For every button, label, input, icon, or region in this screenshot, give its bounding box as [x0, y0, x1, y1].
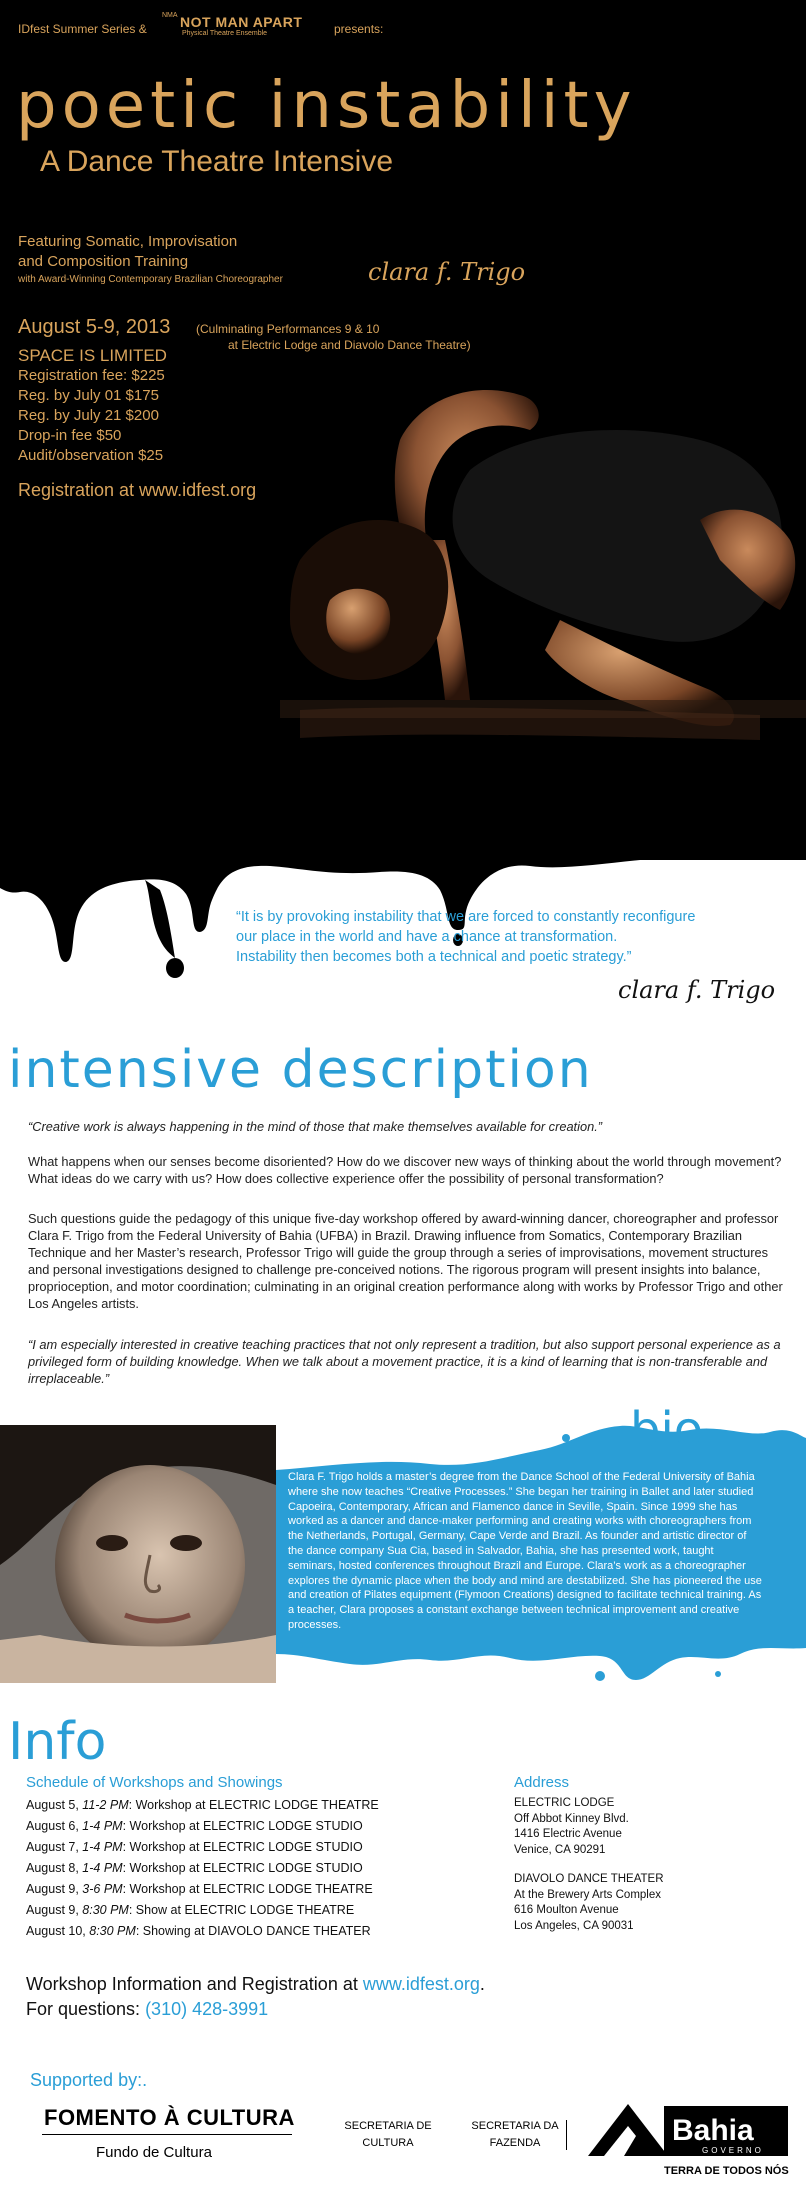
- governo-word: GOVERNO: [702, 2146, 764, 2155]
- culminating-line-1: (Culminating Performances 9 & 10: [196, 322, 380, 336]
- schedule-time: 1-4 PM: [82, 1819, 123, 1833]
- featuring-text: [18, 232, 237, 272]
- featuring-small: with Award-Winning Contemporary Brazilian Choreographer: [18, 274, 283, 285]
- secretaria-fazenda-line-2: FAZENDA: [489, 2137, 541, 2149]
- nma-subtitle: Physical Theatre Ensemble: [182, 30, 268, 37]
- description-quote-2: “I am especially interested in creative teaching practices that not only represent a tradition, but also support personal experience as a privileged form of building knowledge. When we talk about a movement practice, it is a kind of learning that is non-transferable and irreplaceable.”: [28, 1337, 781, 1386]
- fee-item: Drop-in fee $50: [18, 427, 122, 444]
- schedule-detail: : Workshop at ELECTRIC LODGE STUDIO: [122, 1861, 363, 1875]
- schedule-detail: : Workshop at ELECTRIC LODGE THEATRE: [128, 1798, 379, 1812]
- fundo-de-cultura: Fundo de Cultura: [96, 2144, 212, 2161]
- address-line: Off Abbot Kinney Blvd.: [514, 1812, 629, 1825]
- info-heading: Info: [8, 1712, 107, 1772]
- choreographer-signature: clara f. Trigo: [368, 258, 526, 286]
- bio-text: Clara F. Trigo holds a master’s degree from the Dance School of the Federal University of Bahia where she now teaches “Creative Processes.” She began her training in Ballet and later studied Capoeira, Contemporary, African and Flamenco dance in Seville, Spain. Since 1999 she has worked as a dancer and dance-maker performing and creating works with choreographers from the Netherlands, Portugal, Germany, Cape Verde and Brazil. As founder and artistic director of the dance company Sua Cia, based in Salvador, Bahia, she has presented work, taught seminars, hosted conferences throughout Brazil and Europe. Clara’s work as a choreographer explores the dynamic place when the body and mind are destabilized. She has pioneered the use and creation of Pilates equipment (Flymoon Creations) designed to facilitate technical training. As a teacher, Clara proposes a constant exchange between technical improvement and creative processes.: [288, 1471, 762, 1631]
- schedule-detail: : Show at ELECTRIC LODGE THEATRE: [128, 1903, 355, 1917]
- schedule-item: [26, 1900, 379, 1921]
- quote-line-3: Instability then becomes both a technical and poetic strategy.”: [236, 949, 632, 965]
- featured-quote: [236, 907, 776, 967]
- portrait-photo: [0, 1425, 276, 1683]
- sponsor-divider: [566, 2120, 567, 2150]
- event-dates: August 5-9, 2013: [18, 316, 171, 338]
- quote-line-1: “It is by provoking instability that we are forced to constantly reconfigure: [236, 909, 696, 925]
- nma-mark: NMA: [162, 12, 178, 19]
- fee-item: SPACE IS LIMITED: [18, 346, 167, 365]
- schedule-date: August 9,: [26, 1882, 83, 1896]
- schedule-time: 11-2 PM: [82, 1798, 129, 1812]
- schedule-heading: Schedule of Workshops and Showings: [26, 1774, 283, 1791]
- registration-contact: [26, 1972, 485, 2022]
- schedule-time: 8:30 PM: [89, 1924, 136, 1938]
- address-line: ELECTRIC LODGE: [514, 1797, 615, 1809]
- schedule-detail: : Workshop at ELECTRIC LODGE THEATRE: [122, 1882, 373, 1896]
- secretaria-cultura-line-2: CULTURA: [362, 2137, 414, 2149]
- description-heading: intensive description: [8, 1040, 593, 1100]
- schedule-item: [26, 1858, 379, 1879]
- questions-line: [26, 1997, 485, 2022]
- questions-text: For questions:: [26, 1999, 146, 2019]
- secretaria-cultura: [338, 2118, 438, 2152]
- sponsor-prefix: IDfest Summer Series &: [18, 22, 147, 36]
- schedule-item: [26, 1921, 379, 1942]
- schedule-date: August 7,: [26, 1840, 83, 1854]
- schedule-date: August 9,: [26, 1903, 83, 1917]
- schedule-time: 8:30 PM: [82, 1903, 129, 1917]
- schedule-item: [26, 1795, 379, 1816]
- description-paragraph-2: Such questions guide the pedagogy of this unique five-day workshop offered by award-winning dancer, choreographer and professor Clara F. Trigo from the Federal University of Bahia (UFBA) in Brazil. Drawing influence from Somatics, Contemporary Brazilian Technique and her Master’s research, Professor Trigo will guide the group through a series of improvisations, movement structures and personal investigations designed to challenge pre-conceived notions. The rigorous program will present insights into balance, proprioception, and motor coordination; culminating in an original creation performance along with works by Professor Trigo and other Los Angeles artists.: [28, 1211, 783, 1311]
- secretaria-cultura-line-1: SECRETARIA DE: [344, 2120, 432, 2132]
- schedule-item: [26, 1879, 379, 1900]
- address-line: Los Angeles, CA 90031: [514, 1919, 634, 1932]
- schedule-date: August 8,: [26, 1861, 83, 1875]
- schedule-time: 1-4 PM: [82, 1840, 123, 1854]
- address-diavolo: [514, 1872, 664, 1934]
- description-paragraph-1: What happens when our senses become disoriented? How do we discover new ways of thinking about the world through movement? What ideas do we carry with us? How does collective experience offer the possibility of personal transformation?: [28, 1154, 782, 1186]
- page-subtitle: A Dance Theatre Intensive: [40, 145, 393, 178]
- bahia-word: Bahia: [672, 2114, 754, 2147]
- terra-slogan: TERRA DE TODOS NÓS: [664, 2165, 789, 2177]
- workshop-info-period: .: [479, 1974, 485, 1994]
- fee-item: Reg. by July 21 $200: [18, 407, 159, 424]
- address-line: Venice, CA 90291: [514, 1843, 606, 1856]
- fee-list: [18, 346, 167, 466]
- fomento-logo: FOMENTO À CULTURA: [44, 2105, 295, 2130]
- nma-name: NOT MAN APART: [180, 14, 303, 30]
- address-line: DIAVOLO DANCE THEATER: [514, 1873, 664, 1885]
- workshop-url-link[interactable]: www.idfest.org: [362, 1974, 480, 1994]
- schedule-date: August 6,: [26, 1819, 83, 1833]
- bahia-government-logo: [584, 2098, 790, 2182]
- address-heading: Address: [514, 1774, 570, 1791]
- quote-signature: clara f. Trigo: [618, 976, 776, 1004]
- presents-text: presents:: [334, 22, 384, 36]
- address-line: 616 Moulton Avenue: [514, 1904, 619, 1916]
- workshop-info-text: Workshop Information and Registration at: [26, 1974, 363, 1994]
- fee-item: Reg. by July 01 $175: [18, 387, 159, 404]
- address-electric-lodge: [514, 1796, 629, 1858]
- description-quote-1: “Creative work is always happening in the mind of those that make themselves available for creation.”: [28, 1119, 603, 1134]
- schedule-time: 3-6 PM: [82, 1882, 123, 1896]
- bio-heading: bio: [630, 1402, 704, 1458]
- secretaria-fazenda: [462, 2118, 568, 2152]
- schedule-date: August 10,: [26, 1924, 90, 1938]
- schedule-time: 1-4 PM: [82, 1861, 123, 1875]
- schedule-item: [26, 1816, 379, 1837]
- schedule-detail: : Showing at DIAVOLO DANCE THEATER: [135, 1924, 371, 1938]
- address-line: 1416 Electric Avenue: [514, 1828, 622, 1840]
- fomento-rule: [42, 2134, 292, 2135]
- fee-item: Audit/observation $25: [18, 447, 164, 464]
- registration-link[interactable]: Registration at www.idfest.org: [18, 480, 257, 500]
- supported-heading: Supported by:.: [30, 2070, 148, 2090]
- culminating-line-2: at Electric Lodge and Diavolo Dance Theatre): [228, 338, 471, 352]
- page-title: poetic instability: [16, 69, 637, 143]
- secretaria-fazenda-line-1: SECRETARIA DA: [471, 2120, 559, 2132]
- workshop-info-line: [26, 1972, 485, 1997]
- fee-item: Registration fee: $225: [18, 367, 165, 384]
- phone-link[interactable]: (310) 428-3991: [145, 1999, 269, 2019]
- schedule-item: [26, 1837, 379, 1858]
- schedule-date: August 5,: [26, 1798, 83, 1812]
- schedule-detail: : Workshop at ELECTRIC LODGE STUDIO: [122, 1819, 363, 1833]
- featuring-line-1: Featuring Somatic, Improvisation: [18, 233, 238, 250]
- schedule-detail: : Workshop at ELECTRIC LODGE STUDIO: [122, 1840, 363, 1854]
- schedule-list: [26, 1795, 379, 1942]
- quote-line-2: our place in the world and have a chance at transformation.: [236, 929, 618, 945]
- featuring-line-2: and Composition Training: [18, 253, 189, 270]
- hero-section: [0, 0, 806, 860]
- address-line: At the Brewery Arts Complex: [514, 1888, 661, 1901]
